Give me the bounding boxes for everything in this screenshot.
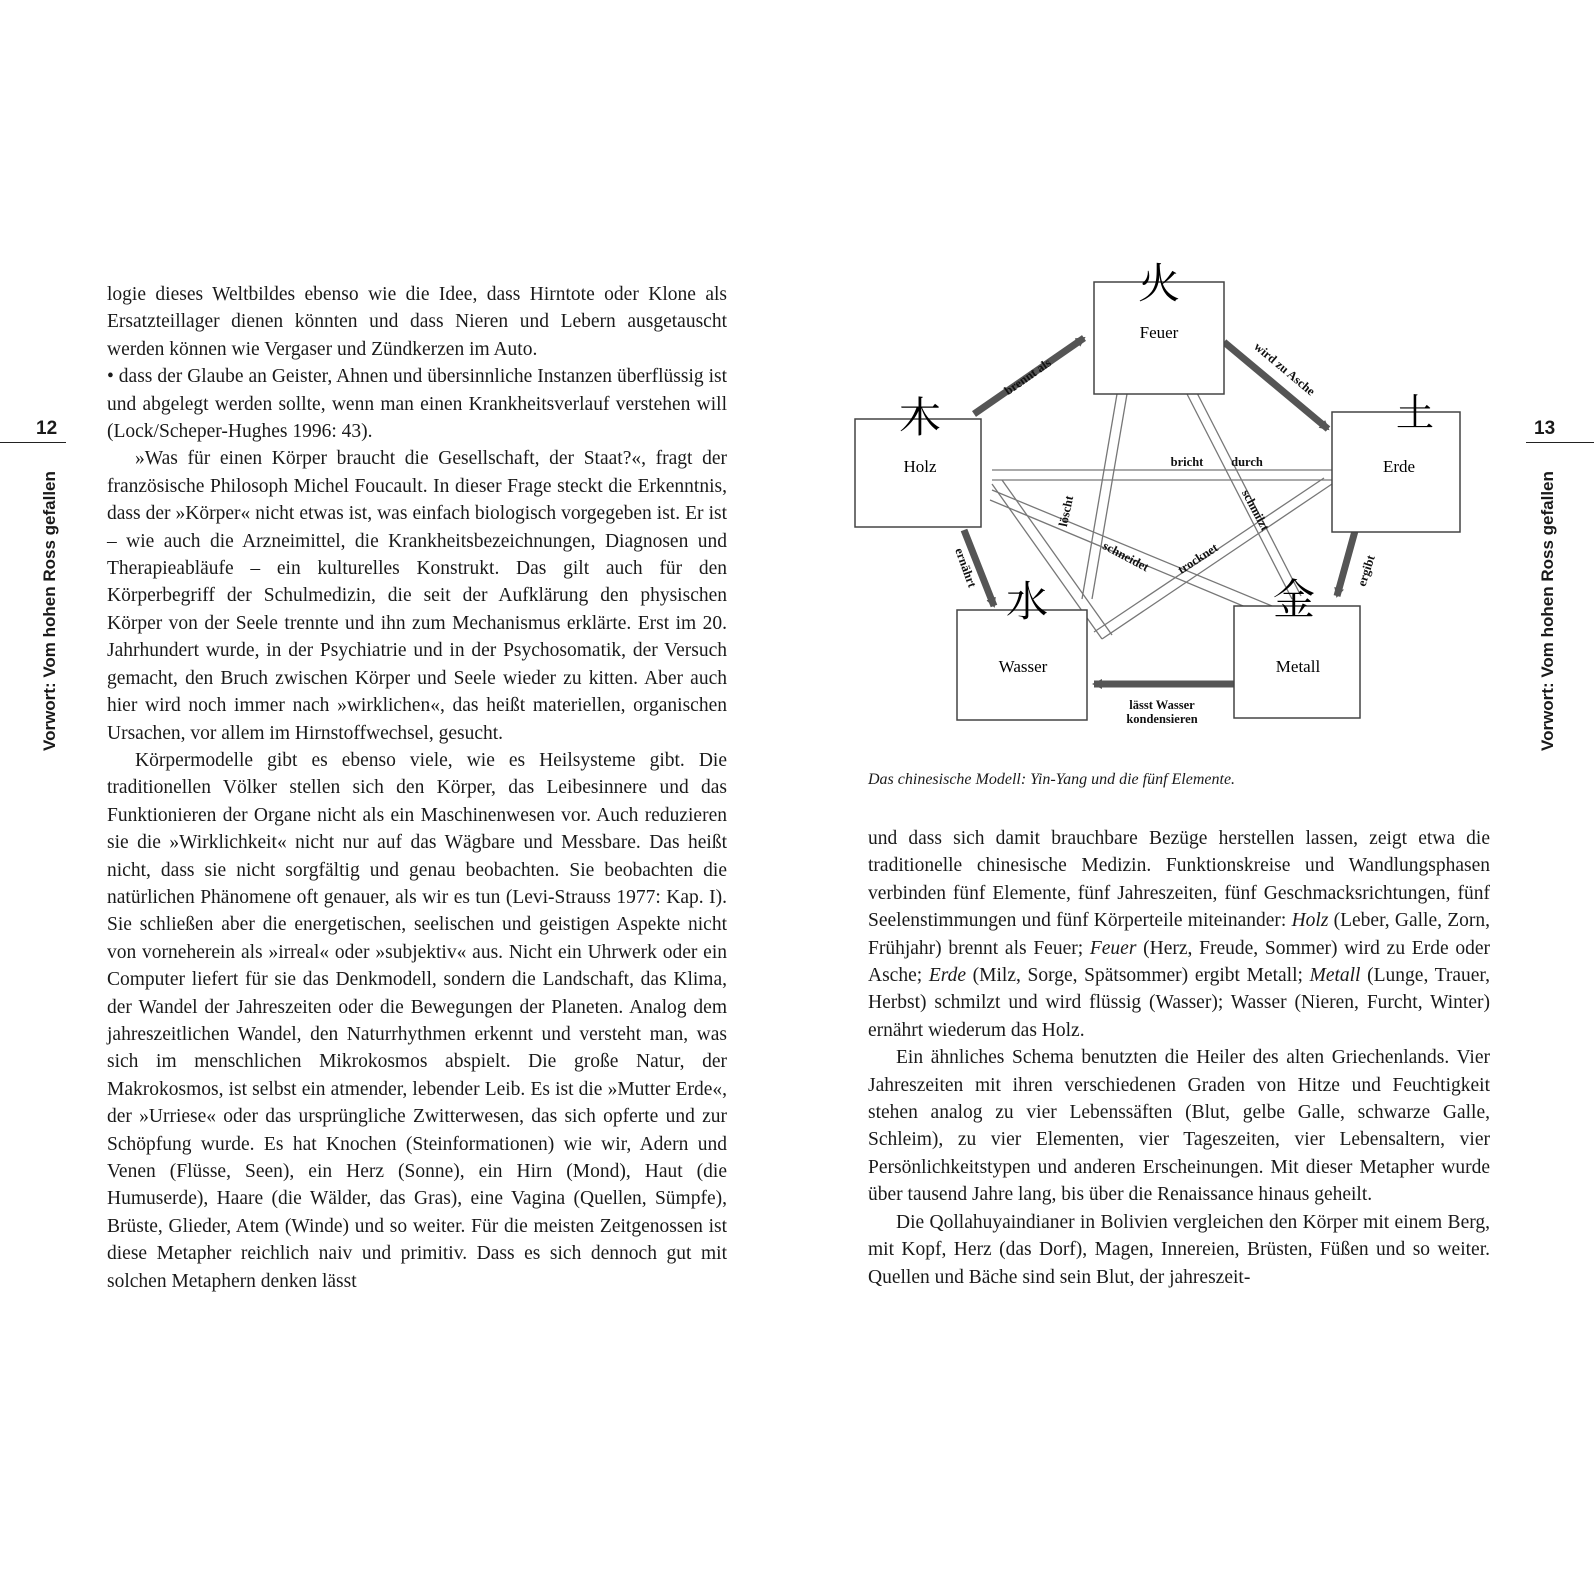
paragraph: Körpermodelle gibt es ebenso viele, wie es Heilsysteme gibt. Die traditionellen Völker stellen sich den Körper, das Leibesinnere und das Funktionieren der Organe nicht als ein Maschinenwesen vor. Auch reduzieren sie die »Wirklichkeit« nicht nur auf das Wägbare und Messbare. Das heißt nicht, dass sie nicht sorgfältig und genau beobachten. Sie beobachten die natürlichen Phänomene oft genauer, als wir es tun (Levi-Strauss 1977: Kap. I). Sie schließen aber die energetischen, seelischen und geistigen Aspekte nicht von vorneherein als »irreal« oder »subjektiv« aus. Nicht ein Uhrwerk oder ein Computer liefert für sie das Denkmodell, sondern die Landschaft, das Klima, der Wandel der Jahreszeiten oder die Bewegungen der Planeten. Analog dem jahreszeitlichen Wandel, den Naturrhythmen erkennt und versteht man, was sich im menschlichen Mikrokosmos abspielt. Die große Natur, der Makrokosmos, ist selbst ein atmender, lebender Leib. Es ist die »Mutter Erde«, der »Urriese« oder das ursprüngliche Zwitterwesen, das sich opferte und zur Schöpfung wurde. Es hat Knochen (Steinformationen) wie wir, Adern und Venen (Flüsse, Seen), ein Herz (Sonne), ein Hirn (Mond), Haut (die Humuserde), Haare (die Wälder, das Gras), eine Vagina (Quellen, Sümpfe), Brüste, Glieder, Atem (Winde) und so weiter. Für die meisten Zeitgenossen ist diese Metapher reichlich naiv und primitiv. Dass es sich dennoch gut mit solchen Metaphern denken lässt: [107, 749, 727, 1292]
element-erde: [1332, 391, 1460, 532]
element-label-wasser: Wasser: [998, 657, 1048, 676]
page-number-rule-left: [0, 442, 66, 443]
italic-term: Holz: [1291, 910, 1329, 932]
text-run: (Leber, Galle, Zorn, Frühjahr) brennt als Feuer;: [868, 910, 1490, 959]
metall-glyph: 金: [1272, 575, 1316, 624]
label-laesst-wasser: lässt Wasser: [1129, 698, 1195, 712]
paragraph: [868, 825, 1490, 1044]
paragraph: »Was für einen Körper braucht die Gesellschaft, der Staat?«, fragt der französische Philosoph Michel Foucault. In dieser Frage steckt die Erkenntnis, dass der »Körper« nicht etwas ist, was einfach biologisch vorgegeben ist. Er ist – wie auch die Arzneimittel, die Krankheitsbezeichnungen, Diagnosen und Therapieabläufe – ein kulturelles Konstrukt. Das gilt auch für den Körperbegriff der Schulmedizin, die seit der Aufklärung den physischen Körper von der Seele trennte und ihn zum Mechanismus erklärte. Erst im 20. Jahrhundert wurde, in der Psychiatrie und in der Psychosomatik, der Versuch gemacht, den Bruch zwischen Körper und Seele wieder zu kitten. Aber auch hier wird noch immer nach »wirklichen«, das heißt materiellen, organischen Ursachen, vor allem im Hirnstoffwechsel, gesucht.: [107, 448, 727, 744]
label-durch: durch: [1231, 455, 1263, 469]
text-run: Die Qollahuyaindianer in Bolivien vergleichen den Körper mit einem Berg, mit Kopf, Herz (das Dorf), Magen, Innereien, Brüsten, Füßen und so weiter. Quellen und Bäche sind sein Blut, der jahreszeit-: [868, 1211, 1490, 1288]
element-label-erde: Erde: [1382, 457, 1416, 476]
text-run: und dass sich damit brauchbare Bezüge herstellen lassen, zeigt etwa die traditionelle chinesische Medizin. Funktionskreise und Wandlungsphasen verbinden fünf Elemente, fünf Jahreszeiten, fünf Geschmacksrichtungen, fünf Seelenstimmungen und fünf Körperteile miteinander:: [868, 828, 1490, 932]
element-label-feuer: Feuer: [1139, 323, 1179, 342]
italic-term: Metall: [1309, 965, 1361, 987]
holz-glyph: 木: [898, 393, 942, 442]
text-run: Ein ähnliches Schema benutzten die Heiler des alten Griechenlands. Vier Jahreszeiten mit ihren verschiedenen Graden von Hitze und Feuchtigkeit stehen analog zu vier Lebenssäften (Blut, gelbe Galle, schwarze Galle, Schleim), zu vier Elementen, vier Tageszeiten, vier Lebensaltern, vier Persönlichkeitstypen und anderen Erscheinungen. Mit dieser Metapher wurde über tausend Jahre lang, bis über die Renaissance hinaus geheilt.: [868, 1047, 1490, 1206]
element-metall: [1234, 575, 1360, 718]
figure-caption: Das chinesische Modell: Yin-Yang und die fünf Elemente.: [868, 771, 1236, 788]
text-run: (Lunge, Trauer, Herbst) schmilzt und wird flüssig (Wasser); Wasser (Nieren, Furcht, Winter) ernährt wiederum das Holz.: [868, 965, 1490, 1041]
paragraph: logie dieses Weltbildes ebenso wie die Idee, dass Hirntote oder Klone als Ersatzteillager dienen könnten und dass Nieren und Lebern ausgetauscht werden können wie Vergaser und Zündkerzen im Auto.: [107, 284, 727, 360]
page-number-rule-right: [1526, 442, 1594, 443]
label-schneidet: schneidet: [1100, 538, 1152, 575]
label-loescht: löscht: [1055, 494, 1077, 528]
running-head-right: Vorwort: Vom hohen Ross gefallen: [1538, 471, 1557, 751]
label-trocknet: trocknet: [1175, 540, 1221, 577]
element-wasser: [957, 577, 1087, 720]
element-feuer: [1094, 259, 1224, 394]
label-schmilzt: schmilzt: [1238, 487, 1273, 534]
label-kondensieren: kondensieren: [1126, 712, 1198, 726]
element-holz: [855, 393, 981, 527]
wasser-glyph: 水: [1005, 577, 1049, 626]
label-ernaehrt: ernährt: [952, 545, 980, 590]
left-text-column: [107, 281, 727, 1295]
five-elements-diagram: [862, 254, 1435, 764]
page-number-left: 12: [36, 418, 58, 439]
paragraph: [868, 1044, 1490, 1208]
feuer-glyph: 火: [1137, 259, 1181, 308]
running-head-left: Vorwort: Vom hohen Ross gefallen: [40, 471, 59, 751]
element-label-metall: Metall: [1275, 657, 1321, 676]
erde-glyph: 土: [1395, 391, 1435, 435]
label-ergibt: ergibt: [1354, 553, 1378, 589]
page-number-right: 13: [1534, 418, 1556, 439]
italic-term: Feuer: [1089, 937, 1137, 959]
paragraph: [868, 1209, 1490, 1291]
italic-term: Erde: [928, 965, 966, 987]
text-run: (Herz, Freude, Sommer) wird zu Erde oder Asche;: [868, 937, 1490, 987]
label-brennt-als: brennt als: [1001, 355, 1054, 398]
element-label-holz: Holz: [903, 457, 937, 476]
label-wird-zu-asche: wird zu Asche: [1251, 339, 1318, 399]
label-bricht: bricht: [1170, 455, 1204, 469]
right-text-column: [868, 825, 1490, 1291]
bullet-paragraph: • dass der Glaube an Geister, Ahnen und übersinnliche Instanzen überflüssig ist und abgelegt werden sollte, wenn man einen Krankheitsverlauf verstehen will (Lock/Scheper-Hughes 1996: 43).: [107, 366, 727, 443]
text-run: (Milz, Sorge, Spätsommer) ergibt Metall;: [966, 965, 1310, 987]
